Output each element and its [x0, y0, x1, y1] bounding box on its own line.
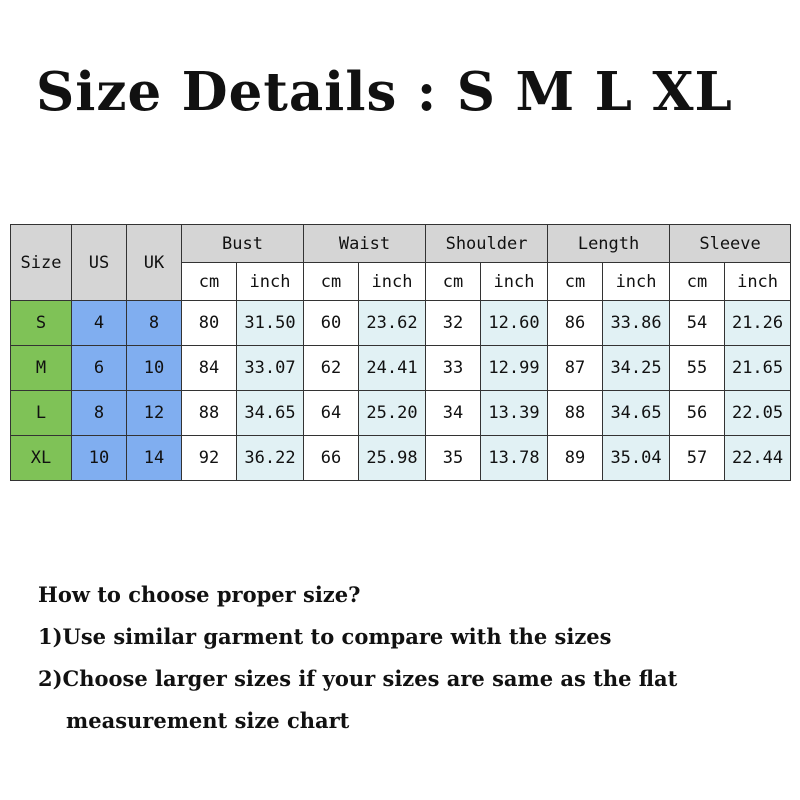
waist-inch-cell: 24.41 — [359, 346, 426, 391]
header-shoulder: Shoulder — [426, 225, 548, 263]
waist-cm-cell: 64 — [304, 391, 359, 436]
size-label-cell: M — [11, 346, 72, 391]
shoulder-inch-cell: 12.60 — [481, 301, 548, 346]
guide-heading: How to choose proper size? — [38, 582, 361, 607]
bust-inch-cell: 36.22 — [237, 436, 304, 481]
length-cm-cell: 87 — [548, 346, 603, 391]
uk-size-cell: 8 — [127, 301, 182, 346]
uk-size-cell: 10 — [127, 346, 182, 391]
size-guide — [38, 574, 677, 742]
unit-cm: cm — [670, 263, 725, 301]
guide-step-2-continued: measurement size chart — [66, 708, 350, 733]
length-cm-cell: 89 — [548, 436, 603, 481]
length-inch-cell: 35.04 — [603, 436, 670, 481]
us-size-cell: 6 — [72, 346, 127, 391]
bust-cm-cell: 92 — [182, 436, 237, 481]
shoulder-inch-cell: 13.78 — [481, 436, 548, 481]
table-row — [11, 436, 791, 481]
sleeve-inch-cell: 21.65 — [725, 346, 791, 391]
guide-step-2: 2)Choose larger sizes if your sizes are same as the flat — [38, 666, 678, 691]
sleeve-inch-cell: 22.05 — [725, 391, 791, 436]
waist-cm-cell: 62 — [304, 346, 359, 391]
uk-size-cell: 14 — [127, 436, 182, 481]
header-waist: Waist — [304, 225, 426, 263]
unit-inch: inch — [481, 263, 548, 301]
shoulder-cm-cell: 33 — [426, 346, 481, 391]
unit-inch: inch — [237, 263, 304, 301]
us-size-cell: 4 — [72, 301, 127, 346]
waist-cm-cell: 66 — [304, 436, 359, 481]
length-cm-cell: 86 — [548, 301, 603, 346]
guide-step-1: 1)Use similar garment to compare with the sizes — [38, 624, 612, 649]
size-chart-table — [10, 224, 791, 481]
bust-cm-cell: 88 — [182, 391, 237, 436]
waist-inch-cell: 23.62 — [359, 301, 426, 346]
sleeve-cm-cell: 55 — [670, 346, 725, 391]
size-label-cell: S — [11, 301, 72, 346]
unit-inch: inch — [603, 263, 670, 301]
waist-cm-cell: 60 — [304, 301, 359, 346]
uk-size-cell: 12 — [127, 391, 182, 436]
header-bust: Bust — [182, 225, 304, 263]
length-inch-cell: 34.25 — [603, 346, 670, 391]
bust-inch-cell: 31.50 — [237, 301, 304, 346]
sleeve-cm-cell: 57 — [670, 436, 725, 481]
sleeve-inch-cell: 22.44 — [725, 436, 791, 481]
bust-cm-cell: 80 — [182, 301, 237, 346]
table-row — [11, 346, 791, 391]
bust-inch-cell: 33.07 — [237, 346, 304, 391]
shoulder-inch-cell: 12.99 — [481, 346, 548, 391]
sleeve-inch-cell: 21.26 — [725, 301, 791, 346]
unit-cm: cm — [182, 263, 237, 301]
header-sleeve: Sleeve — [670, 225, 791, 263]
bust-inch-cell: 34.65 — [237, 391, 304, 436]
unit-cm: cm — [548, 263, 603, 301]
header-uk: UK — [127, 225, 182, 301]
waist-inch-cell: 25.98 — [359, 436, 426, 481]
unit-inch: inch — [725, 263, 791, 301]
unit-cm: cm — [304, 263, 359, 301]
unit-cm: cm — [426, 263, 481, 301]
length-inch-cell: 33.86 — [603, 301, 670, 346]
size-label-cell: L — [11, 391, 72, 436]
table-header-row-groups — [11, 225, 791, 263]
table-row — [11, 391, 791, 436]
shoulder-cm-cell: 35 — [426, 436, 481, 481]
shoulder-cm-cell: 32 — [426, 301, 481, 346]
bust-cm-cell: 84 — [182, 346, 237, 391]
sleeve-cm-cell: 54 — [670, 301, 725, 346]
us-size-cell: 8 — [72, 391, 127, 436]
size-label-cell: XL — [11, 436, 72, 481]
unit-inch: inch — [359, 263, 426, 301]
shoulder-cm-cell: 34 — [426, 391, 481, 436]
sleeve-cm-cell: 56 — [670, 391, 725, 436]
table-row — [11, 301, 791, 346]
page-title: Size Details : S M L XL — [36, 61, 733, 123]
waist-inch-cell: 25.20 — [359, 391, 426, 436]
header-length: Length — [548, 225, 670, 263]
length-inch-cell: 34.65 — [603, 391, 670, 436]
length-cm-cell: 88 — [548, 391, 603, 436]
header-us: US — [72, 225, 127, 301]
shoulder-inch-cell: 13.39 — [481, 391, 548, 436]
us-size-cell: 10 — [72, 436, 127, 481]
header-size: Size — [11, 225, 72, 301]
